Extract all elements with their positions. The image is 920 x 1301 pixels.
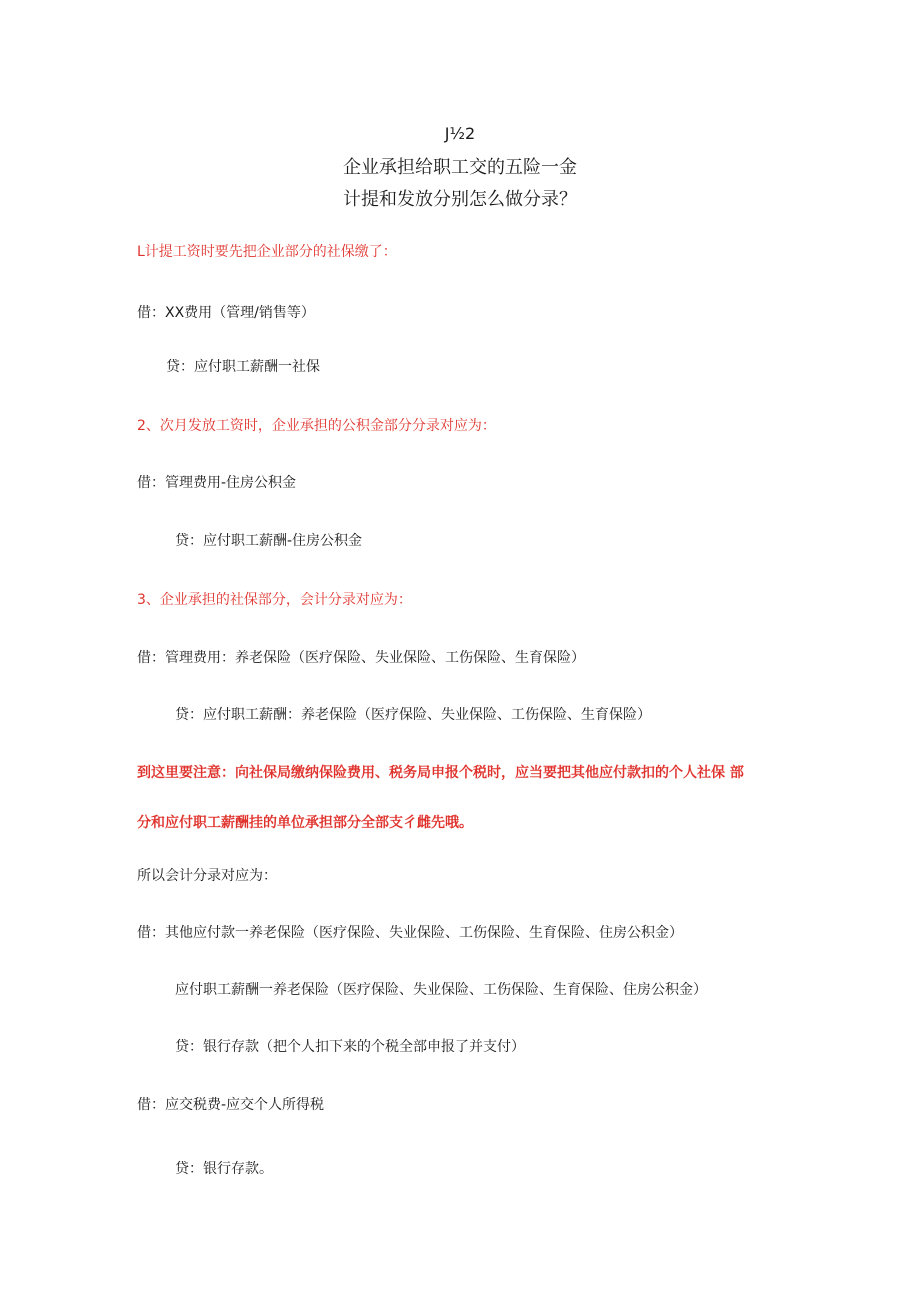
- section-heading-1: L计提工资时要先把企业部分的社保缴了：: [137, 244, 397, 260]
- debit-entry: 借：管理费用-住房公积金: [137, 475, 297, 491]
- credit-entry: 贷：应付职工薪酬：养老保险（医疗保险、失业保险、工伤保险、生育保险）: [175, 707, 651, 723]
- credit-entry: 贷：应付职工薪酬一社保: [166, 359, 320, 375]
- debit-entry: 借：管理费用：养老保险（医疗保险、失业保险、工伤保险、生育保险）: [137, 650, 585, 666]
- debit-entry: 借：应交税费-应交个人所得税: [137, 1097, 325, 1113]
- debit-entry: 借：XX费用（管理/销售等）: [137, 305, 315, 321]
- section-heading-2: 2、次月发放工资时，企业承担的公积金部分分录对应为：: [137, 418, 496, 434]
- credit-entry: 贷：银行存款（把个人扣下来的个税全部申报了并支付）: [175, 1039, 525, 1055]
- document-title-line-2: 计提和发放分别怎么做分录？: [343, 189, 577, 210]
- section-heading-3: 3、企业承担的社保部分，会计分录对应为：: [137, 592, 412, 608]
- debit-entry-continued: 应付职工薪酬一养老保险（医疗保险、失业保险、工伤保险、生育保险、住房公积金）: [175, 982, 707, 998]
- document-number: J½2: [444, 124, 476, 143]
- credit-entry: 贷：应付职工薪酬-住房公积金: [175, 533, 363, 549]
- debit-entry: 借：其他应付款一养老保险（医疗保险、失业保险、工伤保险、生育保险、住房公积金）: [137, 925, 683, 941]
- credit-entry: 贷：银行存款。: [175, 1161, 273, 1177]
- document-title-line-1: 企业承担给职工交的五险一金: [343, 157, 577, 178]
- attention-note-line-2: 分和应付职工薪酬挂的单位承担部分全部支彳雌先哦。: [137, 815, 473, 831]
- attention-note-line-1: 到这里要注意：向社保局缴纳保险费用、税务局申报个税时，应当要把其他应付款扣的个人社保 部: [137, 765, 744, 781]
- entry-intro: 所以会计分录对应为：: [137, 868, 277, 884]
